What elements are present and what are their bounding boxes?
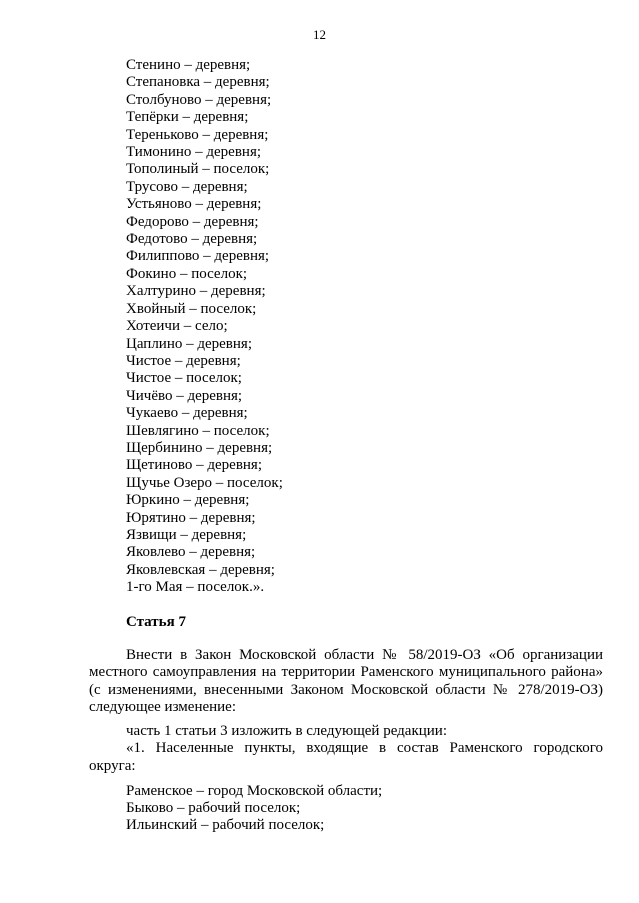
settlement-list-item: Щучье Озеро – поселок; — [126, 474, 283, 491]
municipality-line: Ильинский – рабочий поселок; — [126, 817, 325, 833]
settlement-list-item: Тимонино – деревня; — [126, 144, 262, 161]
settlement-list-item: Стенино – деревня; — [126, 57, 251, 73]
settlement-list-item: Филиппово – деревня; — [126, 248, 270, 265]
item-1-text: «1. Населенные пункты, входящие в состав Раменского городского округа: — [89, 740, 603, 774]
settlement-list-item: Трусово – деревня; — [126, 178, 248, 195]
settlement-list-item: Степановка – деревня; — [126, 74, 270, 91]
settlement-list-item: Федотово – деревня; — [126, 231, 258, 248]
settlement-list-item: Щетиново – деревня; — [126, 457, 263, 474]
settlement-list-item: Юркино – деревня; — [126, 492, 250, 509]
settlement-list-item: Яковлево – деревня; — [126, 544, 256, 561]
settlement-list-item: Яковлевская – деревня; — [126, 561, 275, 578]
settlement-list-item: Щербинино – деревня; — [126, 439, 273, 456]
settlement-list-item: Столбуново – деревня; — [126, 91, 272, 108]
settlement-list-item: Чистое – поселок; — [126, 370, 242, 387]
settlement-list-item: Тепёрки – деревня; — [126, 109, 249, 126]
settlement-list-item: Тополиный – поселок; — [126, 161, 270, 178]
settlement-list-item: Язвищи – деревня; — [126, 526, 247, 543]
settlement-list-item: Фокино – поселок; — [126, 265, 248, 282]
settlement-list-item: Тереньково – деревня; — [126, 126, 269, 143]
article-intro-paragraph: Внести в Закон Московской области № 58/2019-ОЗ «Об организации местного самоуправления на территории Раменского муниципального района» (с изменениями, внесенными Законом Московской области № 278/2019-ОЗ) следующее изменение: — [89, 647, 603, 716]
page-number: 12 — [313, 27, 326, 42]
settlement-list — [126, 57, 283, 597]
settlement-list-item: Цаплино – деревня; — [126, 335, 252, 352]
settlement-list-item: Федорово – деревня; — [126, 213, 259, 230]
municipality-line: Раменское – город Московской области; — [126, 783, 383, 799]
article-change-paragraph — [89, 723, 603, 775]
settlement-list-item: Шевлягино – поселок; — [126, 422, 270, 439]
settlement-list-item: Халтурино – деревня; — [126, 283, 266, 300]
settlement-list-item: Хотеичи – село; — [126, 318, 228, 335]
settlement-list-item: Чукаево – деревня; — [126, 405, 248, 422]
change-instruction: часть 1 статьи 3 изложить в следующей редакции: — [126, 723, 447, 739]
article-heading: Статья 7 — [126, 614, 186, 630]
municipality-line: Быково – рабочий поселок; — [126, 800, 301, 816]
settlement-list-item: Устьяново – деревня; — [126, 196, 262, 213]
settlement-list-item: Чистое – деревня; — [126, 352, 241, 369]
settlement-list-item: 1-го Мая – поселок.». — [126, 579, 265, 596]
settlement-list-item: Юрятино – деревня; — [126, 509, 256, 526]
settlement-list-item: Хвойный – поселок; — [126, 300, 257, 317]
settlement-list-item: Чичёво – деревня; — [126, 387, 243, 404]
